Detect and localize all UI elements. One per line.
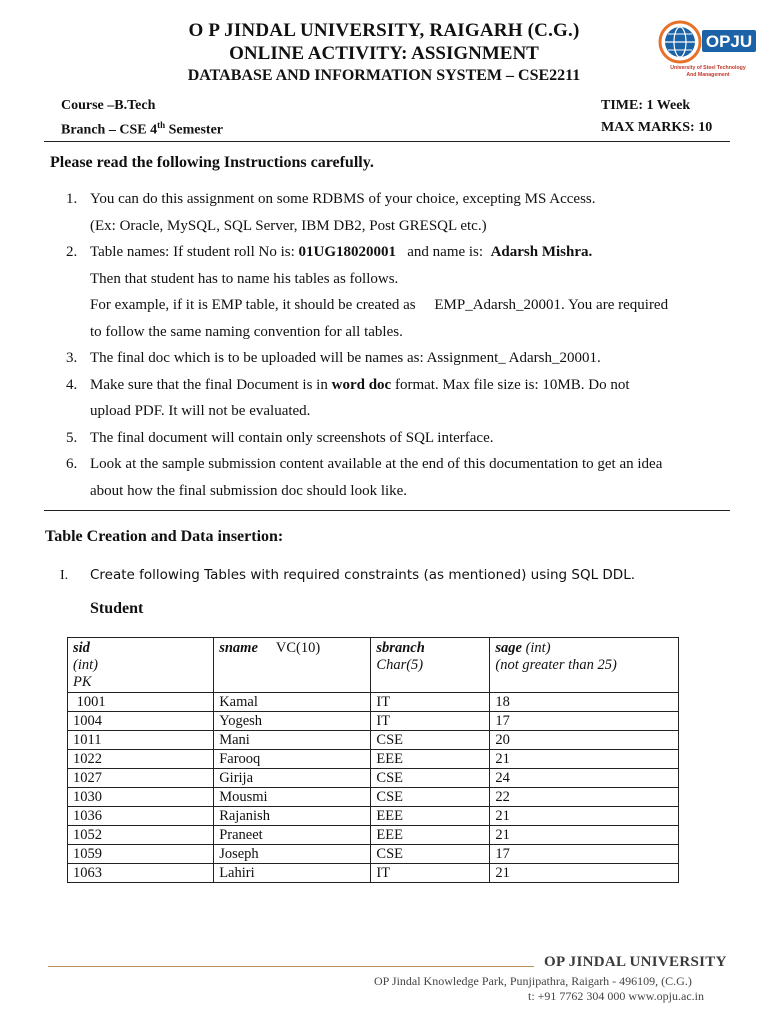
max-marks-label: MAX MARKS: 10 <box>601 120 713 135</box>
instructions-divider <box>44 510 730 511</box>
table-cell: Girija <box>214 769 371 788</box>
table-cell: 17 <box>490 712 679 731</box>
table-cell: 1004 <box>68 712 214 731</box>
instruction-item: 4. Make sure that the final Document is in word doc format. Max file size is: 10MB. Do not upload PDF. It will not be evaluated. <box>66 376 630 419</box>
table-cell: 1052 <box>68 826 214 845</box>
table-header-row <box>68 638 679 693</box>
table-row <box>68 788 679 807</box>
table-row <box>68 864 679 883</box>
footer-university-name: OP JINDAL UNIVERSITY <box>544 954 727 970</box>
table-cell: 1030 <box>68 788 214 807</box>
instruction-item: 2. Table names: If student roll No is: 01UG18020001 and name is: Adarsh Mishra. Then that student has to name his tables as follows. For example, if it is EMP table, it should be created as EMP_Adarsh_20001. You are required to follow the same naming convention for all tables. <box>66 244 669 340</box>
table-cell: CSE <box>371 845 490 864</box>
table-cell: IT <box>371 712 490 731</box>
table-cell: 1001 <box>68 693 214 712</box>
table-cell: 17 <box>490 845 679 864</box>
section-title: Table Creation and Data insertion: <box>45 528 284 545</box>
table-row <box>68 731 679 750</box>
university-seal-icon <box>658 18 758 88</box>
table-row <box>68 712 679 731</box>
table-cell: Mousmi <box>214 788 371 807</box>
table-cell: 1011 <box>68 731 214 750</box>
table-cell: Mani <box>214 731 371 750</box>
instruction-item: 1. You can do this assignment on some RDBMS of your choice, excepting MS Access. (Ex: Oracle, MySQL, SQL Server, IBM DB2, Post GRESQL etc.) <box>66 191 596 234</box>
table-cell: Farooq <box>214 750 371 769</box>
table-row <box>68 845 679 864</box>
instruction-item: 6. Look at the sample submission content available at the end of this documentation to get an idea about how the final submission doc should look like. <box>66 456 663 499</box>
header-sid: sid (int) PK <box>68 638 214 693</box>
task-text: I. Create following Tables with required constraints (as mentioned) using SQL DDL. <box>60 567 636 583</box>
table-cell: EEE <box>371 750 490 769</box>
table-row <box>68 826 679 845</box>
table-cell: 20 <box>490 731 679 750</box>
table-cell: 21 <box>490 864 679 883</box>
table-cell: 1063 <box>68 864 214 883</box>
table-row <box>68 769 679 788</box>
table-cell: Kamal <box>214 693 371 712</box>
instructions-list <box>48 186 738 504</box>
table-cell: CSE <box>371 731 490 750</box>
table-cell: Joseph <box>214 845 371 864</box>
logo-tagline-2: And Management <box>686 72 730 78</box>
footer-rule <box>48 966 534 967</box>
time-label: TIME: 1 Week <box>601 98 691 113</box>
student-table <box>67 637 679 883</box>
footer-contact: t: +91 7762 304 000 www.opju.ac.in <box>528 989 704 1003</box>
table-row <box>68 693 679 712</box>
header-divider <box>44 141 730 142</box>
table-cell: Praneet <box>214 826 371 845</box>
course-label: Course –B.Tech <box>61 98 156 113</box>
subject-title: DATABASE AND INFORMATION SYSTEM – CSE2211 <box>187 67 581 84</box>
table-row <box>68 807 679 826</box>
branch-label: Branch – CSE 4th Semester <box>61 120 224 138</box>
university-title: O P JINDAL UNIVERSITY, RAIGARH (C.G.) <box>188 20 580 41</box>
table-cell: IT <box>371 864 490 883</box>
table-cell: Lahiri <box>214 864 371 883</box>
table-cell: 1059 <box>68 845 214 864</box>
table-cell: EEE <box>371 807 490 826</box>
header-sbranch: sbranch Char(5) <box>371 638 490 693</box>
table-cell: 21 <box>490 807 679 826</box>
table-cell: 21 <box>490 826 679 845</box>
header-sage: sage (int) (not greater than 25) <box>490 638 679 693</box>
activity-title: ONLINE ACTIVITY: ASSIGNMENT <box>229 43 539 64</box>
footer-address: OP Jindal Knowledge Park, Punjipathra, Raigarh - 496109, (C.G.) <box>374 974 692 988</box>
header-sname: sname VC(10) <box>214 638 371 693</box>
instruction-item: 5. The final document will contain only screenshots of SQL interface. <box>66 429 494 446</box>
logo-tagline-1: University of Steel Technology <box>670 65 746 71</box>
table-cell: Yogesh <box>214 712 371 731</box>
table-cell: IT <box>371 693 490 712</box>
table-cell: 24 <box>490 769 679 788</box>
table-cell: Rajanish <box>214 807 371 826</box>
instruction-item: 3. The final doc which is to be uploaded will be names as: Assignment_ Adarsh_20001. <box>66 350 601 366</box>
instructions-title: Please read the following Instructions carefully. <box>50 154 374 171</box>
table-cell: 18 <box>490 693 679 712</box>
logo-text: OPJU <box>705 32 753 51</box>
opju-logo <box>658 18 758 88</box>
table-cell: EEE <box>371 826 490 845</box>
table-cell: CSE <box>371 769 490 788</box>
table-cell: CSE <box>371 788 490 807</box>
table-cell: 1027 <box>68 769 214 788</box>
table-cell: 21 <box>490 750 679 769</box>
table-row <box>68 750 679 769</box>
table-name: Student <box>90 600 144 617</box>
table-cell: 22 <box>490 788 679 807</box>
table-cell: 1036 <box>68 807 214 826</box>
table-cell: 1022 <box>68 750 214 769</box>
